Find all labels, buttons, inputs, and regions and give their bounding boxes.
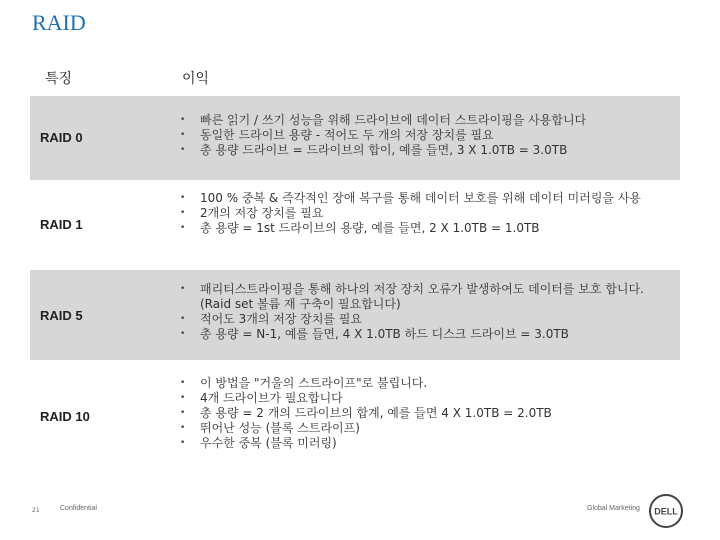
svg-text:DELL: DELL — [654, 506, 678, 517]
bullet-icon: • — [180, 329, 186, 339]
list-item: • 우수한 중복 (블록 미러링) — [180, 436, 337, 450]
bullet-icon: • — [180, 145, 186, 155]
bullet-icon: • — [180, 314, 186, 324]
list-item: • 2개의 저장 장치를 필요 — [180, 206, 324, 220]
bullet-icon: • — [180, 438, 186, 448]
bullet-icon: • — [180, 223, 186, 233]
list-item: • 이 방법을 "거울의 스트라이프"로 불립니다. — [180, 376, 428, 390]
raid-row-10 — [30, 360, 680, 472]
list-item: • 동일한 드라이브 용량 - 적어도 두 개의 저장 장치를 필요 — [180, 128, 494, 142]
raid-label: RAID 10 — [40, 409, 90, 424]
list-item: • 패리티스트라이핑을 통해 하나의 저장 장치 오류가 발생하여도 데이터를 보호 합니다. (Raid set 볼륨 재 구축이 필요합니다) — [180, 282, 644, 311]
list-item: • 뛰어난 성능 (블록 스트라이프) — [180, 421, 360, 435]
bullet-icon: • — [180, 408, 186, 418]
bullet-icon: • — [180, 130, 186, 140]
bullet-icon: • — [180, 193, 186, 203]
list-item: • 총 용량 = 1st 드라이브의 용량, 예를 들면, 2 X 1.0TB = 1.0TB — [180, 221, 540, 235]
benefit-list — [180, 282, 666, 342]
bullet-icon: • — [180, 423, 186, 433]
list-item: • 100 % 중복 & 즉각적인 장애 복구를 통해 데이터 보호를 위해 데이터 미러링을 사용 — [180, 191, 642, 205]
raid-label: RAID 1 — [40, 217, 83, 232]
bullet-icon: • — [180, 284, 186, 294]
raid-row-5 — [30, 270, 680, 360]
list-item: • 빠른 읽기 / 쓰기 성능을 위해 드라이브에 데이터 스트라이핑을 사용합니다 — [180, 113, 587, 127]
column-header-benefit: 이익 — [182, 71, 210, 87]
list-item: • 총 용량 = 2 개의 드라이브의 합계, 예를 들면 4 X 1.0TB = 2.0TB — [180, 406, 552, 420]
benefit-list — [180, 376, 666, 451]
benefit-list — [180, 191, 666, 236]
raid-row-1 — [30, 180, 680, 270]
list-item: • 4개 드라이브가 필요합니다 — [180, 391, 343, 405]
list-item: • 총 용량 드라이브 = 드라이브의 합이, 예를 들면, 3 X 1.0TB = 3.0TB — [180, 143, 568, 157]
confidential-label: Confidential — [60, 505, 97, 512]
bullet-icon: • — [180, 115, 186, 125]
column-header-feature: 특징 — [45, 71, 73, 87]
bullet-icon: • — [180, 393, 186, 403]
slide-title: RAID — [32, 10, 86, 35]
page-number: 21 — [32, 507, 40, 514]
raid-label: RAID 0 — [40, 130, 83, 145]
benefit-list — [180, 113, 666, 158]
raid-label: RAID 5 — [40, 308, 83, 323]
bullet-icon: • — [180, 378, 186, 388]
list-item: • 총 용량 = N-1, 예를 들면, 4 X 1.0TB 하드 디스크 드라이브 = 3.0TB — [180, 327, 569, 341]
bullet-icon: • — [180, 208, 186, 218]
dell-logo-icon — [648, 493, 684, 529]
global-marketing-label: Global Marketing — [587, 505, 640, 512]
list-item: • 적어도 3개의 저장 장치를 필요 — [180, 312, 362, 326]
raid-row-0 — [30, 96, 680, 180]
